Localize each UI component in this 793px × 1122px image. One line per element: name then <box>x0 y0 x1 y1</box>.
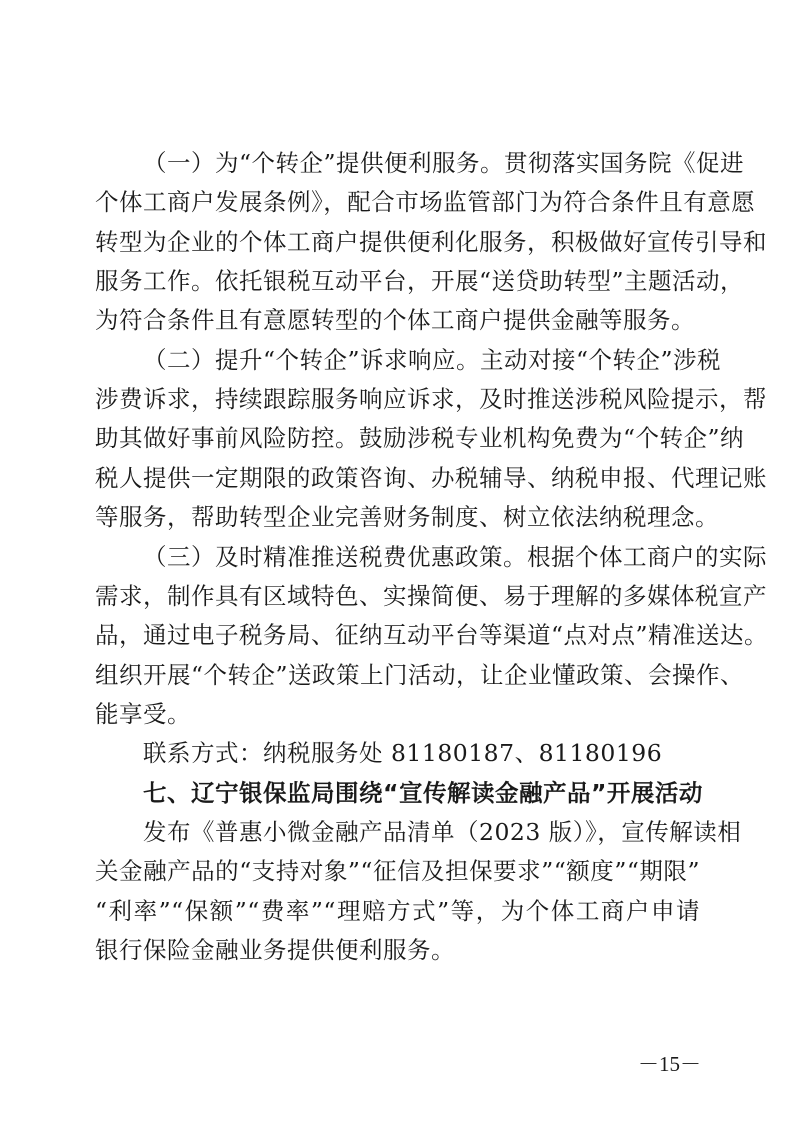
paragraph-3-line-1: （三）及时精准推送税费优惠政策。根据个体工商户的实际 <box>143 543 767 571</box>
contact-info: 联系方式：纳税服务处 81180187、81180196 <box>143 739 663 767</box>
paragraph-1-line-4: 服务工作。依托银税互动平台，开展“送贷助转型”主题活动， <box>95 267 745 295</box>
paragraph-1-line-3: 转型为企业的个体工商户提供便利化服务，积极做好宣传引导和 <box>95 228 767 256</box>
paragraph-3-line-3: 品，通过电子税务局、征纳互动平台等渠道“点对点”精准送达。 <box>95 621 769 649</box>
paragraph-2-line-3: 助其做好事前风险防控。鼓励涉税专业机构免费为“个转企”纳 <box>95 424 745 452</box>
paragraph-1-line-5: 为符合条件且有意愿转型的个体工商户提供金融等服务。 <box>95 306 695 334</box>
paragraph-3-line-2: 需求，制作具有区域特色、实操简便、易于理解的多媒体税宣产 <box>95 582 767 610</box>
paragraph-2-line-5: 等服务，帮助转型企业完善财务制度、树立依法纳税理念。 <box>95 503 719 531</box>
paragraph-2-line-1: （二）提升“个转企”诉求响应。主动对接“个转企”涉税 <box>143 346 722 374</box>
paragraph-3-line-5: 能享受。 <box>95 700 191 728</box>
paragraph-2-line-4: 税人提供一定期限的政策咨询、办税辅导、纳税申报、代理记账 <box>95 464 767 492</box>
final-paragraph-line-2: 关金融产品的“支持对象”“征信及担保要求”“额度”“期限” <box>95 857 700 885</box>
final-paragraph-line-3: “利率”“保额”“费率”“理赔方式”等，为个体工商户申请 <box>95 897 700 925</box>
final-paragraph-line-4: 银行保险金融业务提供便利服务。 <box>95 936 455 964</box>
paragraph-3-line-4: 组织开展“个转企”送政策上门活动，让企业懂政策、会操作、 <box>95 661 745 689</box>
page-number: －15－ <box>638 1052 701 1076</box>
section-heading: 七、辽宁银保监局围绕“宣传解读金融产品”开展活动 <box>143 779 703 807</box>
paragraph-1-line-2: 个体工商户发展条例》，配合市场监管部门为符合条件且有意愿 <box>95 188 756 216</box>
paragraph-1-line-1: （一）为“个转企”提供便利服务。贯彻落实国务院《促进 <box>143 149 745 177</box>
final-paragraph-line-1: 发布《普惠小微金融产品清单（2023 版）》，宣传解读相 <box>143 818 742 846</box>
paragraph-2-line-2: 涉费诉求，持续跟踪服务响应诉求，及时推送涉税风险提示，帮 <box>95 385 767 413</box>
